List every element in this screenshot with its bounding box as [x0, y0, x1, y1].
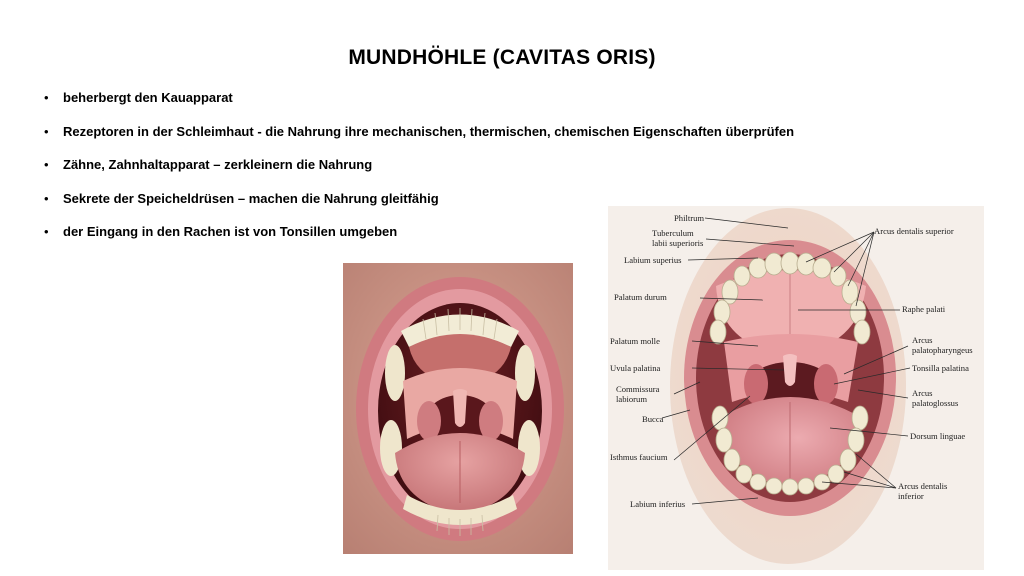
label-philtrum: Philtrum	[674, 213, 705, 223]
bullet-text: Sekrete der Speicheldrüsen – machen die Nahrung gleitfähig	[63, 190, 439, 206]
label-arcus-dentalis-inferior: Arcus dentalis inferior	[898, 481, 948, 501]
mouth-anatomy-diagram	[608, 206, 984, 570]
label-isthmus: Isthmus faucium	[610, 452, 668, 462]
open-mouth-photo	[343, 263, 573, 554]
label-commissura: Commissura labiorum	[616, 384, 660, 404]
label-labium-inferius: Labium inferius	[630, 499, 686, 509]
label-uvula: Uvula palatina	[610, 363, 661, 373]
label-dorsum-linguae: Dorsum linguae	[910, 431, 966, 441]
bullet-text: Rezeptoren in der Schleimhaut - die Nahrung ihre mechanischen, thermischen, chemischen Eigenschaften überprüfen	[63, 123, 795, 139]
slide-title: MUNDHÖHLE (CAVITAS ORIS)	[348, 46, 656, 69]
label-tuberculum: Tuberculum labii superioris	[652, 228, 704, 248]
label-arcus-palatoglossus: Arcus palatoglossus	[912, 388, 959, 408]
label-arcus-palatopharyngeus: Arcus palatopharyngeus	[912, 335, 973, 355]
bullet-dot: •	[44, 190, 49, 206]
bullet-dot: •	[44, 224, 49, 240]
label-palatum-molle: Palatum molle	[610, 336, 660, 346]
bullet-text: Zähne, Zahnhaltapparat – zerkleinern die Nahrung	[63, 157, 373, 173]
bullet-item	[44, 89, 794, 123]
bullet-dot: •	[44, 123, 49, 139]
label-raphe-palati: Raphe palati	[902, 304, 946, 314]
label-palatum-durum: Palatum durum	[614, 292, 667, 302]
bullet-text: beherbergt den Kauapparat	[63, 90, 233, 105]
label-bucca: Bucca	[642, 414, 664, 424]
label-labium-superius: Labium superius	[624, 255, 682, 265]
bullet-item	[44, 123, 794, 157]
mouth-photo-illustration	[343, 263, 573, 554]
bullet-item	[44, 156, 794, 190]
label-arcus-dentalis-superior: Arcus dentalis superior	[874, 226, 954, 236]
label-tonsilla-palatina: Tonsilla palatina	[912, 363, 969, 373]
bullet-dot: •	[44, 157, 49, 173]
bullet-text: der Eingang in den Rachen ist von Tonsillen umgeben	[63, 224, 398, 240]
bullet-dot: •	[44, 90, 49, 105]
